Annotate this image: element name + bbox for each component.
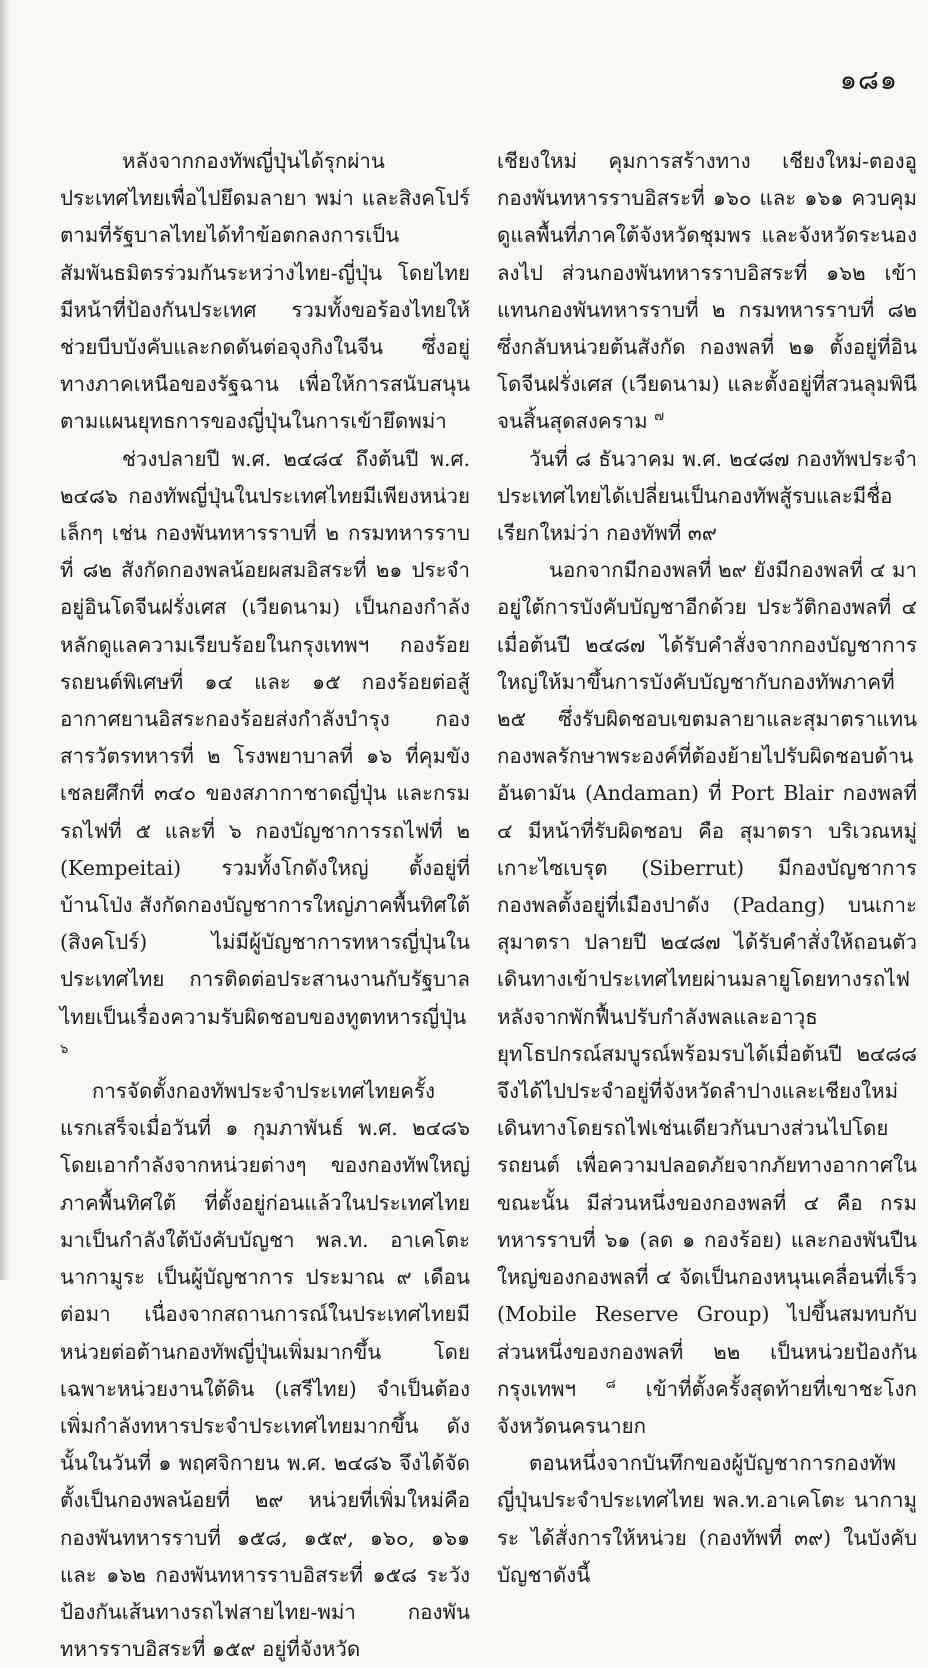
right-paragraph-2: วันที่ ๘ ธันวาคม พ.ศ. ๒๔๘๗ กองทัพประจำประเทศไทยได้เปลี่ยนเป็นกองทัพสู้รบและมีชื่อเรียกใหม่ว่า กองทัพที่ ๓๙ bbox=[497, 446, 917, 546]
left-paragraph-2 bbox=[60, 441, 470, 1073]
footnote-marker: ๘ bbox=[605, 1376, 616, 1392]
left-paragraph-2-text: ช่วงปลายปี พ.ศ. ๒๔๘๔ ถึงต้นปี พ.ศ. ๒๔๘๖ กองทัพญี่ปุ่นในประเทศไทยมีเพียงหน่วยเล็กๆ เช่น กองพันทหารราบที่ ๒ กรมทหารราบที่ ๘๒ สังกัดกองพลน้อยผสมอิสระที่ ๒๑ ประจำอยู่อินโดจีนฝรั่งเศส (เวียดนาม) เป็นกองกำลังหลักดูแลความเรียบร้อยในกรุงเทพฯ กองร้อยรถยนต์พิเศษที่ ๑๔ และ ๑๕ กองร้อยต่อสู้อากาศยานอิสระกองร้อยส่งกำลังบำรุง กองสารวัตรทหารที่ ๒ โรงพยาบาลที่ ๑๖ ที่คุมขังเชลยศึกที่ ๓๔๐ ของสภากาชาดญี่ปุ่น และกรมรถไฟที่ ๕ และที่ ๖ กองบัญชาการรถไฟที่ ๒ (Kempeitai) รวมทั้งโกดังใหญ่ ตั้งอยู่ที่บ้านโป่ง สังกัดกองบัญชาการใหญ่ภาคพื้นทิศใต้ (สิงคโปร์) ไม่มีผู้บัญชาการทหารญี่ปุ่นในประเทศไทย การติดต่อประสานงานกับรัฐบาลไทยเป็นเรื่องความรับผิดชอบของทูตทหารญี่ปุ่น bbox=[60, 446, 471, 1029]
left-paragraph-1: หลังจากกองทัพญี่ปุ่นได้รุกผ่านประเทศไทยเพื่อไปยึดมลายา พม่า และสิงคโปร์ ตามที่รัฐบาลไทยได้ทำข้อตกลงการเป็นสัมพันธมิตรร่วมกันระหว่างไทย-ญี่ปุ่น โดยไทยมีหน้าที่ป้องกันประเทศ รวมทั้งขอร้องไทยให้ช่วยบีบบังคับและกดดันต่อจุงกิงในจีน ซึ่งอยู่ทางภาคเหนือของรัฐฉาน เพื่อให้การสนับสนุนตามแผนยุทธการของญี่ปุ่นในการเข้ายึดพม่า bbox=[60, 149, 470, 434]
right-paragraph-1-text: เชียงใหม่ คุมการสร้างทาง เชียงใหม่-ตองอู กองพันทหารราบอิสระที่ ๑๖๐ และ ๑๖๑ ควบคุมดูแลพื้นที่ภาคใต้จังหวัดชุมพร และจังหวัดระนองลงไป ส่วนกองพันทหารราบอิสระที่ ๑๖๒ เข้าแทนกองพันทหารราบที่ ๒ กรมทหารราบที่ ๘๒ ซึ่งกลับหน่วยต้นสังกัด กองพลที่ ๒๑ ตั้งอยู่ที่อินโดจีนฝรั่งเศส (เวียดนาม) และตั้งอยู่ที่สวนลุมพินีจนสิ้นสุดสงคราม bbox=[497, 149, 917, 434]
right-paragraph-3-text: นอกจากมีกองพลที่ ๒๙ ยังมีกองพลที่ ๔ มาอยู่ใต้การบังคับบัญชาอีกด้วย ประวัติกองพลที่ ๔ เมื่อต้นปี ๒๔๘๗ ได้รับคำสั่งจากกองบัญชาการใหญ่ให้มาขึ้นการบังคับบัญชากับกองทัพภาคที่ ๒๕ ซึ่งรับผิดชอบเขตมลายาและสุมาตราแทนกองพลรักษาพระองค์ที่ต้องย้ายไปรับผิดชอบด้านอันดามัน (Andaman) ที่ Port Blair กองพลที่ ๔ มีหน้าที่รับผิดชอบ คือ สุมาตรา บริเวณหมู่เกาะไซเบรุต (Siberrut) มีกองบัญชาการกองพลตั้งอยู่ที่เมืองปาดัง (Padang) บนเกาะสุมาตรา ปลายปี ๒๔๘๗ ได้รับคำสั่งให้ถอนตัว เดินทางเข้าประเทศไทยผ่านมลายูโดยทางรถไฟ หลังจากพักฟื้นปรับกำลังพลและอาวุธยุทโธปกรณ์สมบูรณ์พร้อมรบได้เมื่อต้นปี ๒๔๘๘ จึงได้ไปประจำอยู่ที่จังหวัดลำปางและเชียงใหม่ เดินทางโดยรถไฟเช่นเดียวกันบางส่วนไปโดยรถยนต์ เพื่อความปลอดภัยจากภัยทางอากาศในขณะนั้น มีส่วนหนึ่งของกองพลที่ ๔ คือ กรมทหารราบที่ ๖๑ (ลด ๑ กองร้อย) และกองพันปืนใหญ่ของกองพลที่ ๔ จัดเป็นกองหนุนเคลื่อนที่เร็ว (Mobile Reserve Group) ไปขึ้นสมทบกับส่วนหนึ่งของกองพลที่ ๒๒ เป็นหน่วยป้องกันกรุงเทพฯ bbox=[497, 558, 917, 1401]
footnote-marker: ๗ bbox=[654, 409, 664, 425]
right-column bbox=[497, 143, 917, 1594]
footnote-marker: ๖ bbox=[60, 1042, 69, 1058]
right-paragraph-4: ตอนหนึ่งจากบันทึกของผู้บัญชาการกองทัพญี่ปุ่นประจำประเทศไทย พล.ท.อาเคโตะ นากามูระ ได้สั่งการให้หน่วย (กองทัพที่ ๓๙) ในบังคับบัญชาดังนี้ bbox=[497, 1451, 917, 1587]
page-edge-shadow bbox=[0, 0, 10, 1280]
right-paragraph-3 bbox=[497, 552, 917, 1445]
page-number: ๑๘๑ bbox=[839, 65, 898, 96]
right-paragraph-3-tail: เข้าที่ตั้งครั้งสุดท้ายที่เขาชะโงก จังหวัดนครนายก bbox=[497, 1376, 917, 1438]
left-column bbox=[60, 143, 470, 1668]
left-paragraph-3: การจัดตั้งกองทัพประจำประเทศไทยครั้งแรกเสร็จเมื่อวันที่ ๑ กุมภาพันธ์ พ.ศ. ๒๔๘๖ โดยเอากำลังจากหน่วยต่างๆ ของกองทัพใหญ่ภาคพื้นทิศใต้ ที่ตั้งอยู่ก่อนแล้วในประเทศไทยมาเป็นกำลังใต้บังคับบัญชา พล.ท. อาเคโตะ นากามูระ เป็นผู้บัญชาการ ประมาณ ๙ เดือนต่อมา เนื่องจากสถานการณ์ในประเทศไทยมีหน่วยต่อต้านกองทัพญี่ปุ่นเพิ่มมากขึ้น โดยเฉพาะหน่วยงานใต้ดิน (เสรีไทย) จำเป็นต้องเพิ่มกำลังทหารประจำประเทศไทยมากขึ้น ดังนั้นในวันที่ ๑ พฤศจิกายน พ.ศ. ๒๔๘๖ จึงได้จัดตั้งเป็นกองพลน้อยที่ ๒๙ หน่วยที่เพิ่มใหม่คือ กองพันทหารราบที่ ๑๕๘, ๑๕๙, ๑๖๐, ๑๖๑ และ ๑๖๒ กองพันทหารราบอิสระที่ ๑๕๘ ระวังป้องกันเส้นทางรถไฟสายไทย-พม่า กองพันทหารราบอิสระที่ ๑๕๙ อยู่ที่จังหวัด bbox=[60, 1079, 470, 1662]
right-paragraph-1 bbox=[497, 143, 917, 441]
